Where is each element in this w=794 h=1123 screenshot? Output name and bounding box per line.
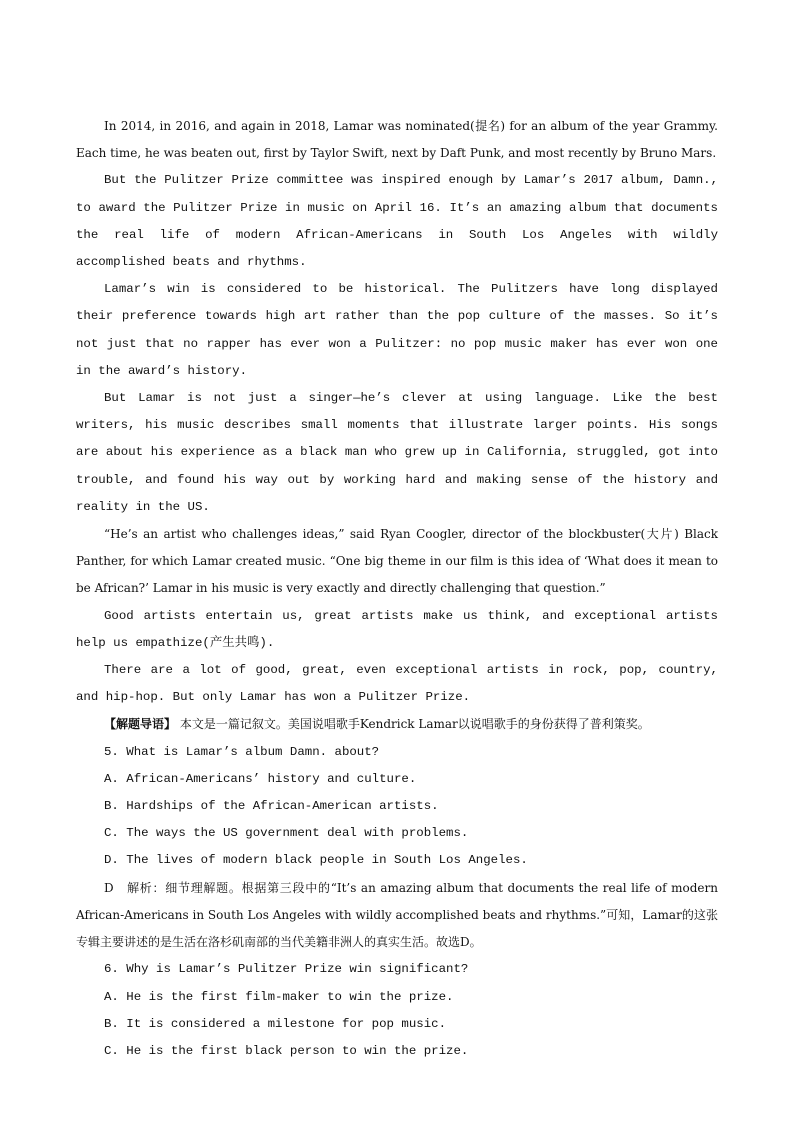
question-5-option-b: B. Hardships of the African-American artists. <box>104 799 439 814</box>
question-6-stem: 6. Why is Lamar’s Pulitzer Prize win significant? <box>104 962 469 977</box>
question-6-option-a: A. He is the first film-maker to win the prize. <box>104 989 454 1004</box>
question-5-option-d: D. The lives of modern black people in South Los Angeles. <box>104 853 528 868</box>
question-5-answer: D 解析：细节理解题。根据第三段中的“It’s an amazing album that documents the real life of modern African-Americans in South Los Angeles with wildly accomplished beats and rhythms.”可知，Lamar的这张专辑主要讲述的是生活在洛杉矶南部的当代美籍非洲人的真实生活。故选D。 <box>76 880 718 950</box>
article-paragraph-5: “He’s an artist who challenges ideas,” said Ryan Coogler, director of the blockbuster(大片) Black Panther, for which Lamar created music. “One big theme in our film is this idea of ‘What does it mean to be African?’ Lamar in his music is very exactly and directly challenging that question.” <box>76 527 718 596</box>
article-paragraph-1: In 2014, in 2016, and again in 2018, Lamar was nominated(提名) for an album of the year Grammy. Each time, he was beaten out, first by Taylor Swift, next by Daft Punk, and most recently by Bruno Mars. <box>76 119 718 161</box>
question-5-stem: 5. What is Lamar’s album Damn. about? <box>104 744 380 759</box>
reading-guide <box>76 711 718 738</box>
article-paragraph-3: Lamar’s win is considered to be historical. The Pulitzers have long displayed their preference towards high art rather than the pop culture of the masses. So it’s not just that no rapper has ever won a Pulitzer: no pop music maker has ever won one in the award’s history. <box>76 282 718 378</box>
question-5-option-a: A. African-Americans’ history and culture. <box>104 771 417 786</box>
article-paragraph-6: Good artists entertain us, great artists make us think, and exceptional artists help us empathize(产生共鸣). <box>76 608 718 650</box>
question-5-option-c: C. The ways the US government deal with problems. <box>104 826 469 841</box>
article-paragraph-4: But Lamar is not just a singer—he’s clever at using language. Like the best writers, his music describes small moments that illustrate larger points. His songs are about his experience as a black man who grew up in California, struggled, got into trouble, and found his way out by working hard and making sense of the history and reality in the US. <box>76 391 718 514</box>
reading-guide-text: 本文是一篇记叙文。美国说唱歌手Kendrick Lamar以说唱歌手的身份获得了普利策奖。 <box>179 717 650 732</box>
article-paragraph-2: But the Pulitzer Prize committee was inspired enough by Lamar’s 2017 album, Damn., to award the Pulitzer Prize in music on April 16. It’s an amazing album that documents the real life of modern African-Americans in South Los Angeles with wildly accomplished beats and rhythms. <box>76 173 718 270</box>
article-paragraph-7: There are a lot of good, great, even exceptional artists in rock, pop, country, and hip-hop. But only Lamar has won a Pulitzer Prize. <box>76 663 718 705</box>
reading-guide-label: 【解题导语】 <box>104 717 177 732</box>
question-6-option-c: C. He is the first black person to win the prize. <box>104 1043 469 1058</box>
document-content <box>76 113 718 1065</box>
question-6-option-b: B. It is considered a milestone for pop music. <box>104 1016 447 1031</box>
